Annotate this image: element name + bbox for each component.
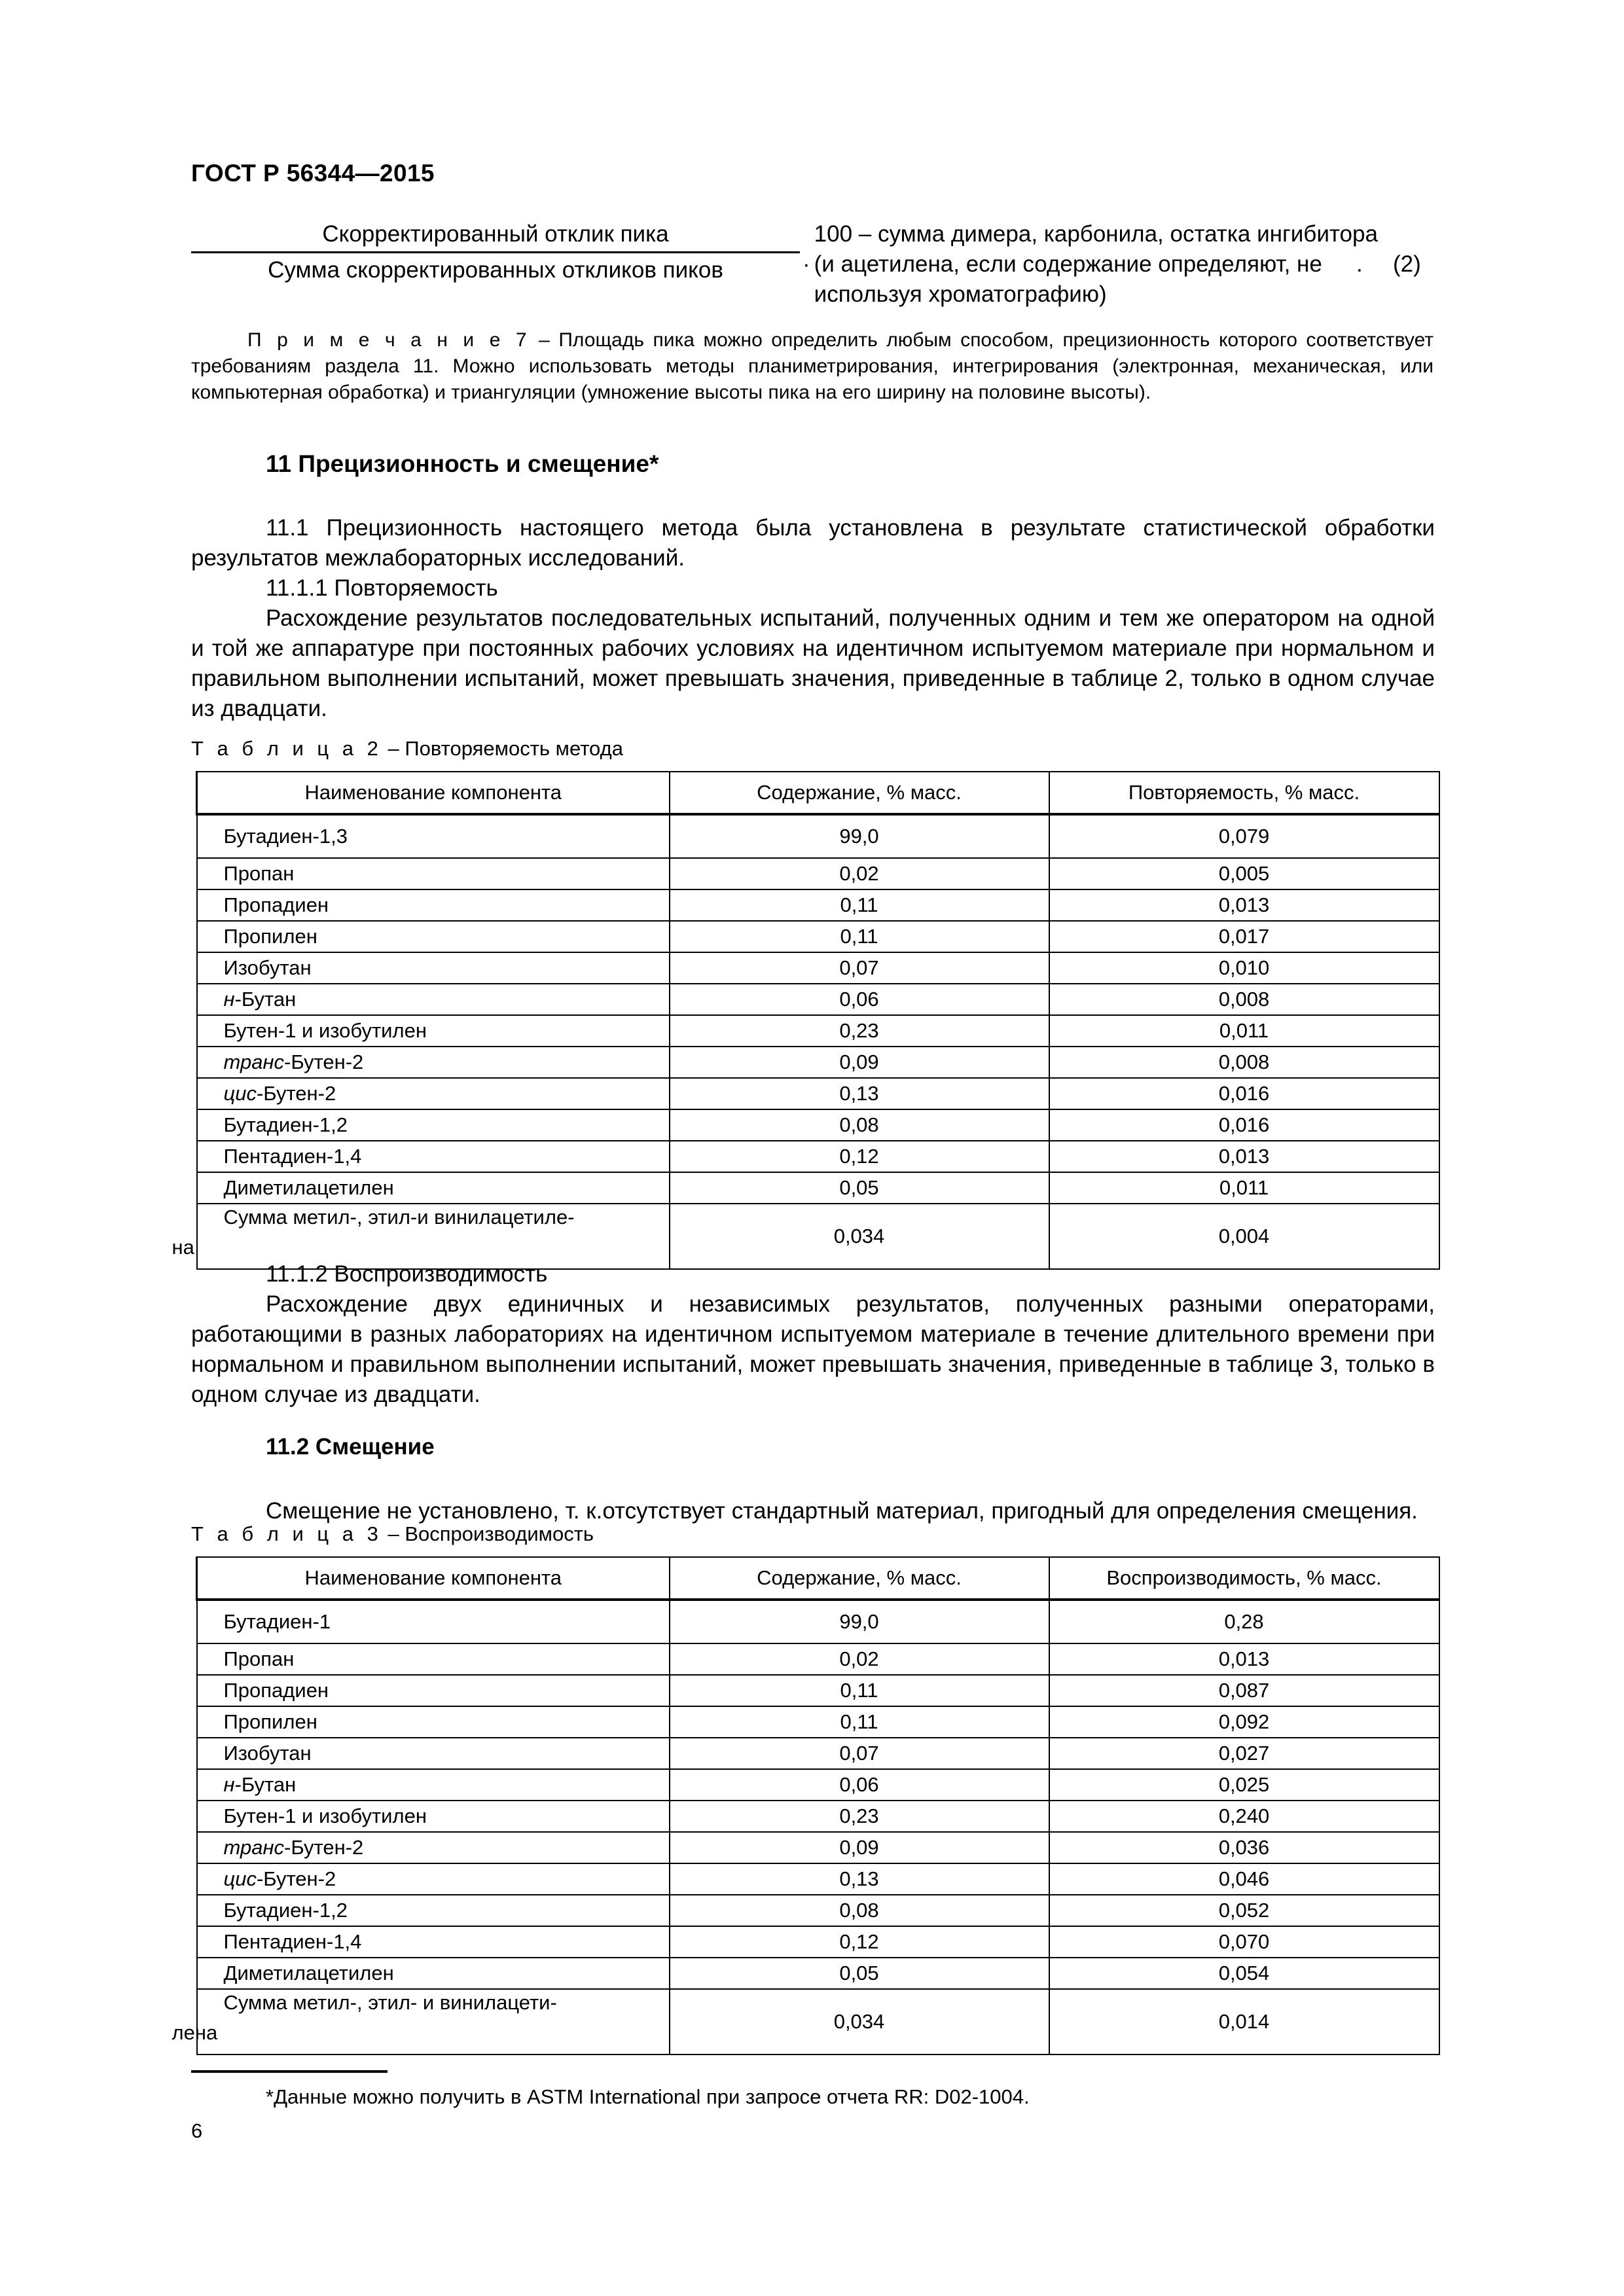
table-row: [197, 1863, 1439, 1895]
cell-precision-value: 0,005: [1049, 858, 1439, 889]
italic-prefix: транс: [223, 1836, 285, 1859]
cell-content-value: 0,08: [670, 1895, 1049, 1926]
table-row: [197, 1989, 1439, 2054]
cell-component-name: Пропадиен: [197, 1675, 670, 1706]
cell-content-value: 0,11: [670, 921, 1049, 952]
multiply-dot: ·: [803, 251, 810, 277]
cell-content-value: 0,06: [670, 984, 1049, 1015]
cell-content-value: 0,06: [670, 1769, 1049, 1801]
column-header-component: Наименование компонента: [197, 1557, 670, 1600]
table-3-caption-label: Т а б л и ц а 3: [191, 1522, 382, 1545]
table-row: [197, 1078, 1439, 1109]
cell-precision-value: 0,010: [1049, 952, 1439, 984]
paragraph-11-1-2: [191, 1259, 1435, 1289]
cell-precision-value: 0,004: [1049, 1204, 1439, 1269]
paragraph-11-1: [191, 513, 1435, 573]
table-row: [197, 1109, 1439, 1141]
footnote-separator: [191, 2070, 388, 2073]
table-row: [197, 1600, 1439, 1643]
table-row: [197, 1958, 1439, 1989]
cell-content-value: 0,034: [670, 1204, 1049, 1269]
cell-precision-value: 0,054: [1049, 1958, 1439, 1989]
cell-component-name: Бутадиен-1: [197, 1600, 670, 1643]
cell-component-name: Сумма метил-, этил- и винилацети- лена: [197, 1989, 670, 2054]
footnote-text: *Данные можно получить в ASTM International при запросе отчета RR: D02-1004.: [266, 2085, 1030, 2108]
italic-prefix: цис: [223, 1082, 257, 1105]
table-row: [197, 1801, 1439, 1832]
table-2-caption-dash: –: [382, 737, 405, 760]
paragraph-11-1-text: 11.1 Прецизионность настоящего метода была установлена в результате статистической обработки результатов межлабораторных исследований.: [191, 515, 1435, 571]
table-row: [197, 1926, 1439, 1958]
cell-content-value: 0,13: [670, 1078, 1049, 1109]
table-row: [197, 1172, 1439, 1204]
table-header-row: [197, 772, 1439, 814]
paragraph-11-1-1: [191, 573, 1435, 603]
table-row: [197, 1738, 1439, 1769]
paragraph-bias-text: Смещение не установлено, т. к.отсутствует стандартный материал, пригодный для определения смещения.: [266, 1498, 1418, 1524]
cell-name-overflow-line: на: [171, 1236, 194, 1259]
cell-component-name: Бутадиен-1,3: [197, 814, 670, 858]
cell-content-value: 0,23: [670, 1801, 1049, 1832]
cell-content-value: 0,07: [670, 952, 1049, 984]
fraction: [191, 219, 800, 285]
cell-component-name: цис-Бутен-2: [197, 1863, 670, 1895]
cell-precision-value: 0,016: [1049, 1078, 1439, 1109]
cell-content-value: 0,23: [670, 1015, 1049, 1047]
cell-content-value: 0,02: [670, 1643, 1049, 1675]
page-number: 6: [191, 2119, 203, 2142]
equation-number: (2): [1393, 251, 1421, 277]
cell-precision-value: 0,025: [1049, 1769, 1439, 1801]
italic-prefix: цис: [223, 1867, 257, 1890]
cell-precision-value: 0,240: [1049, 1801, 1439, 1832]
cell-content-value: 99,0: [670, 1600, 1049, 1643]
cell-precision-value: 0,070: [1049, 1926, 1439, 1958]
table-row: [197, 814, 1439, 858]
cell-component-name: Пропилен: [197, 921, 670, 952]
formula-block: [191, 219, 1435, 310]
cell-content-value: 0,05: [670, 1172, 1049, 1204]
cell-component-name: Бутадиен-1,2: [197, 1895, 670, 1926]
cell-component-name: Пентадиен-1,4: [197, 1141, 670, 1172]
cell-precision-value: 0,013: [1049, 1141, 1439, 1172]
cell-component-name: Бутен-1 и изобутилен: [197, 1801, 670, 1832]
cell-precision-value: 0,079: [1049, 814, 1439, 858]
column-header-content: Содержание, % масс.: [670, 772, 1049, 814]
italic-prefix: транс: [223, 1050, 285, 1073]
cell-precision-value: 0,092: [1049, 1706, 1439, 1738]
cell-component-name: Изобутан: [197, 1738, 670, 1769]
cell-component-name: Сумма метил-, этил-и винилацетиле- на: [197, 1204, 670, 1269]
table-row: [197, 858, 1439, 889]
cell-content-value: 0,05: [670, 1958, 1049, 1989]
italic-prefix: н: [223, 988, 235, 1011]
cell-precision-value: 0,013: [1049, 1643, 1439, 1675]
cell-component-name: Пентадиен-1,4: [197, 1926, 670, 1958]
note-paragraph: [191, 327, 1434, 406]
paragraph-repeatability-text: Расхождение результатов последовательных испытаний, полученных одним и тем же оператором на одной и той же аппаратуре при постоянных рабочих условиях на идентичном испытуемом материале при нормальном и правильном выполнении испытаний, может превышать значения, приведенные в таблице 2, только в одном случае из двадцати.: [191, 605, 1435, 721]
section-heading-11-2: 11.2 Смещение: [266, 1434, 435, 1460]
paragraph-reproducibility: [191, 1289, 1435, 1410]
cell-content-value: 0,08: [670, 1109, 1049, 1141]
table-row: [197, 1015, 1439, 1047]
column-header-component: Наименование компонента: [197, 772, 670, 814]
table-row: [197, 921, 1439, 952]
paragraph-reproducibility-text: Расхождение двух единичных и независимых результатов, полученных разными операторами, работающими в разных лабораториях на идентичном испытуемом материале в течение длительного времени при нормальном и правильном выполнении испытаний, может превышать значения, приведенные в таблице 3, только в одном случае из двадцати.: [191, 1291, 1435, 1407]
cell-precision-value: 0,008: [1049, 1047, 1439, 1078]
table-row: [197, 889, 1439, 921]
cell-component-name: н-Бутан: [197, 1769, 670, 1801]
italic-prefix: н: [223, 1773, 235, 1796]
cell-name-overflow-line: лена: [171, 2021, 218, 2044]
cell-precision-value: 0,011: [1049, 1015, 1439, 1047]
cell-precision-value: 0,011: [1049, 1172, 1439, 1204]
cell-content-value: 0,12: [670, 1141, 1049, 1172]
cell-content-value: 0,02: [670, 858, 1049, 889]
cell-component-name: н-Бутан: [197, 984, 670, 1015]
cell-content-value: 99,0: [670, 814, 1049, 858]
table-2-caption-title: Повторяемость метода: [405, 737, 623, 760]
table-3-caption-title: Воспроизводимость: [405, 1522, 594, 1545]
cell-content-value: 0,12: [670, 1926, 1049, 1958]
cell-component-name: Пропадиен: [197, 889, 670, 921]
cell-precision-value: 0,008: [1049, 984, 1439, 1015]
table-row: [197, 1895, 1439, 1926]
column-header-reproducibility: Воспроизводимость, % масс.: [1049, 1557, 1439, 1600]
fraction-numerator: Скорректированный отклик пика: [191, 219, 800, 253]
cell-precision-value: 0,052: [1049, 1895, 1439, 1926]
cell-content-value: 0,11: [670, 1675, 1049, 1706]
note-dash: –: [530, 329, 559, 351]
cell-component-name: Пропан: [197, 1643, 670, 1675]
paragraph-11-1-2-text: 11.1.2 Воспроизводимость: [266, 1261, 548, 1287]
cell-content-value: 0,11: [670, 1706, 1049, 1738]
cell-component-name: Диметилацетилен: [197, 1172, 670, 1204]
cell-precision-value: 0,017: [1049, 921, 1439, 952]
paragraph-11-1-1-text: 11.1.1 Повторяемость: [266, 575, 498, 601]
table-row: [197, 1047, 1439, 1078]
section-heading-11: 11 Прецизионность и смещение*: [266, 450, 659, 477]
table-row: [197, 1706, 1439, 1738]
table-row: [197, 1643, 1439, 1675]
cell-precision-value: 0,013: [1049, 889, 1439, 921]
cell-component-name: Пропилен: [197, 1706, 670, 1738]
cell-component-name: Изобутан: [197, 952, 670, 984]
cell-component-name: Пропан: [197, 858, 670, 889]
cell-precision-value: 0,087: [1049, 1675, 1439, 1706]
table-row: [197, 984, 1439, 1015]
cell-precision-value: 0,027: [1049, 1738, 1439, 1769]
cell-component-name: цис-Бутен-2: [197, 1078, 670, 1109]
cell-precision-value: 0,036: [1049, 1832, 1439, 1863]
table-row: [197, 1769, 1439, 1801]
cell-component-name: Бутен-1 и изобутилен: [197, 1015, 670, 1047]
table-row: [197, 1832, 1439, 1863]
cell-precision-value: 0,28: [1049, 1600, 1439, 1643]
formula-trailing-dot: .: [1356, 251, 1363, 277]
table-row: [197, 952, 1439, 984]
cell-component-name: Диметилацетилен: [197, 1958, 670, 1989]
table-2-caption: [191, 737, 623, 761]
table-row: [197, 1675, 1439, 1706]
table-row: [197, 1141, 1439, 1172]
note-text: Площадь пика можно определить любым способом, прецизионность которого соответствует требованиям раздела 11. Можно использовать методы планиметрирования, интегрирования (электронная, механическая, или компьютерная обработка) и триангуляции (умножение высоты пика на его ширину на половине высоты).: [191, 329, 1434, 403]
table-repeatability: [171, 771, 1440, 1270]
cell-component-name: транс-Бутен-2: [197, 1047, 670, 1078]
cell-content-value: 0,09: [670, 1047, 1049, 1078]
cell-content-value: 0,11: [670, 889, 1049, 921]
cell-content-value: 0,09: [670, 1832, 1049, 1863]
formula-description: 100 – сумма димера, карбонила, остатка ингибитора (и ацетилена, если содержание определяют, не используя хроматографию): [814, 221, 1378, 307]
cell-precision-value: 0,046: [1049, 1863, 1439, 1895]
column-header-content: Содержание, % масс.: [670, 1557, 1049, 1600]
table-reproducibility: [171, 1556, 1440, 2055]
column-header-repeatability: Повторяемость, % масс.: [1049, 772, 1439, 814]
paragraph-repeatability: [191, 603, 1435, 724]
table-3-caption-dash: –: [382, 1522, 405, 1545]
cell-content-value: 0,13: [670, 1863, 1049, 1895]
cell-content-value: 0,07: [670, 1738, 1049, 1769]
cell-precision-value: 0,014: [1049, 1989, 1439, 2054]
table-header-row: [197, 1557, 1439, 1600]
cell-content-value: 0,034: [670, 1989, 1049, 2054]
table-2-caption-label: Т а б л и ц а 2: [191, 737, 382, 760]
cell-component-name: транс-Бутен-2: [197, 1832, 670, 1863]
fraction-denominator: Сумма скорректированных откликов пиков: [268, 257, 723, 283]
cell-precision-value: 0,016: [1049, 1109, 1439, 1141]
document-header: ГОСТ Р 56344—2015: [191, 160, 435, 187]
note-label: П р и м е ч а н и е 7: [247, 329, 530, 351]
table-3-caption: [191, 1522, 594, 1546]
cell-component-name: Бутадиен-1,2: [197, 1109, 670, 1141]
